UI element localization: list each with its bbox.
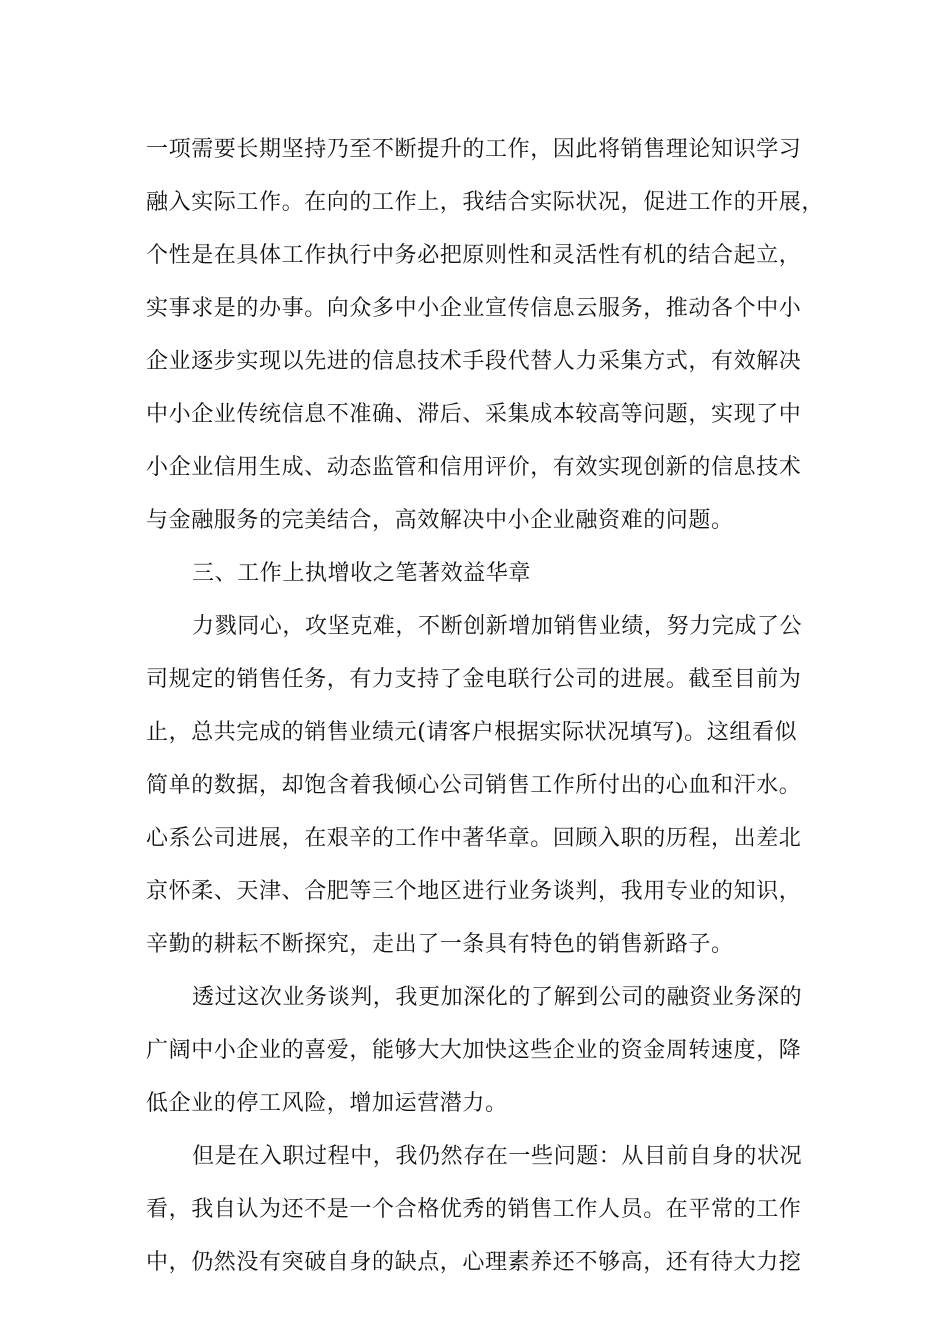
text-line-21: 看，我自认为还不是一个合格优秀的销售工作人员。在平常的工作 [146,1197,802,1222]
text-line-22: 中，仍然没有突破自身的缺点，心理素养还不够高，还有待大力挖 [146,1250,802,1275]
text-line-11: 司规定的销售任务，有力支持了金电联行公司的进展。截至目前为 [146,667,802,692]
text-line-3: 个性是在具体工作执行中务必把原则性和灵活性有机的结合起立， [146,243,802,268]
text-line-14: 心系公司进展，在艰辛的工作中著华章。回顾入职的历程，出差北 [146,826,802,851]
text-line-13: 简单的数据，却饱含着我倾心公司销售工作所付出的心血和汗水。 [146,773,802,798]
text-line-4: 实事求是的办事。向众多中小企业宣传信息云服务，推动各个中小 [146,296,802,321]
text-line-7: 小企业信用生成、动态监管和信用评价，有效实现创新的信息技术 [146,455,802,480]
text-line-15: 京怀柔、天津、合肥等三个地区进行业务谈判，我用专业的知识， [146,879,802,904]
text-line-10: 力戮同心，攻坚克难，不断创新增加销售业绩，努力完成了公 [192,614,803,639]
text-line-8: 与金融服务的完美结合，高效解决中小企业融资难的问题。 [146,508,734,533]
text-line-6: 中小企业传统信息不准确、滞后、采集成本较高等问题，实现了中 [146,402,802,427]
text-line-12: 止，总共完成的销售业绩元(请客户根据实际状况填写)。这组看似 [146,720,798,745]
text-line-20: 但是在入职过程中，我仍然存在一些问题：从目前自身的状况 [192,1144,803,1169]
text-line-16: 辛勤的耕耘不断探究，走出了一条具有特色的销售新路子。 [146,932,734,957]
section-heading: 三、工作上执增收之笔著效益华章 [192,561,532,586]
text-line-1: 一项需要长期坚持乃至不断提升的工作，因此将销售理论知识学习 [146,137,802,162]
text-line-19: 低企业的停工风险，增加运营潜力。 [146,1091,508,1116]
text-line-5: 企业逐步实现以先进的信息技术手段代替人力采集方式，有效解决 [146,349,802,374]
text-line-18: 广阔中小企业的喜爱，能够大大加快这些企业的资金周转速度，降 [146,1038,802,1063]
text-line-2: 融入实际工作。在向的工作上，我结合实际状况，促进工作的开展， [146,190,825,215]
text-line-17: 透过这次业务谈判，我更加深化的了解到公司的融资业务深的 [192,985,803,1010]
